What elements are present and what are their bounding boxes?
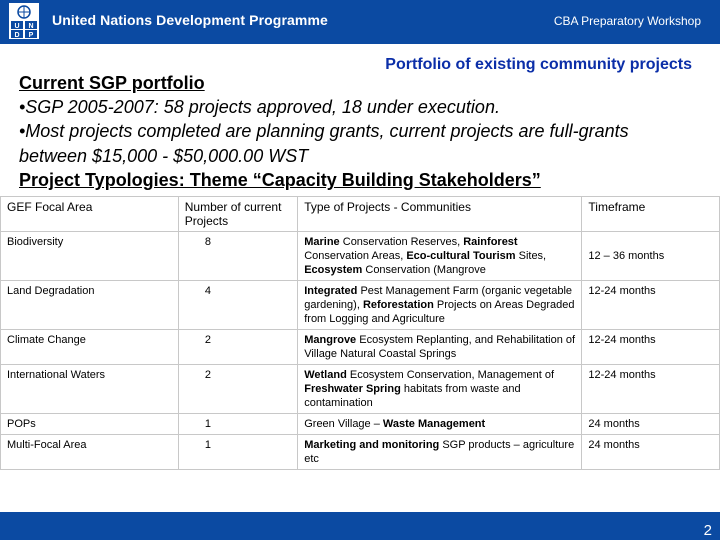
- project-type-text: Mangrove: [304, 334, 357, 346]
- table-header-row: [1, 197, 720, 232]
- table-row: [1, 330, 720, 365]
- portfolio-table: [0, 196, 720, 470]
- project-type-text: Ecosystem Conservation, Management of: [346, 369, 555, 381]
- cell-timeframe: 12-24 months: [582, 365, 720, 414]
- project-type-text: Integrated: [304, 285, 358, 297]
- project-type-text: Marketing and monitoring: [304, 439, 440, 451]
- cell-timeframe: 12 – 36 months: [582, 232, 720, 281]
- cell-focal-area: POPs: [1, 414, 179, 435]
- project-type-text: Conservation (Mangrove: [362, 264, 486, 276]
- project-type-text: Sites,: [515, 250, 547, 262]
- cell-count: 4: [178, 281, 297, 330]
- cell-count: 1: [178, 414, 297, 435]
- project-type-text: SGP products – agriculture etc: [304, 439, 575, 465]
- cell-count: 1: [178, 435, 297, 470]
- typologies-heading: Project Typologies: Theme “Capacity Building Stakeholders”: [19, 170, 541, 190]
- cell-project-type: [298, 281, 582, 330]
- bullet-grants: •Most projects completed are planning grants, current projects are full-grants: [19, 121, 629, 141]
- cell-focal-area: Multi-Focal Area: [1, 435, 179, 470]
- cell-timeframe: 24 months: [582, 414, 720, 435]
- project-type-text: Freshwater Spring: [304, 383, 401, 395]
- portfolio-heading: Current SGP portfolio: [19, 73, 205, 93]
- cell-project-type: [298, 435, 582, 470]
- un-logo-icon: [9, 3, 39, 39]
- project-type-text: Green Village –: [304, 418, 383, 430]
- logo-letter: U: [14, 23, 20, 30]
- cell-count: 8: [178, 232, 297, 281]
- cell-timeframe: 24 months: [582, 435, 720, 470]
- project-type-text: Conservation Reserves,: [339, 236, 464, 248]
- cell-focal-area: Biodiversity: [1, 232, 179, 281]
- cell-count: 2: [178, 365, 297, 414]
- cell-project-type: [298, 365, 582, 414]
- logo-letter: N: [28, 23, 34, 30]
- project-type-text: Waste Management: [382, 418, 486, 430]
- cell-focal-area: Climate Change: [1, 330, 179, 365]
- cell-project-type: [298, 414, 582, 435]
- table-row: [1, 365, 720, 414]
- cell-focal-area: Land Degradation: [1, 281, 179, 330]
- slide-title: Portfolio of existing community projects: [385, 56, 692, 73]
- project-type-text: Eco-cultural Tourism: [406, 250, 516, 262]
- col-header-type: Type of Projects - Communities: [298, 197, 582, 232]
- page-number: 2: [703, 522, 712, 539]
- cell-timeframe: 12-24 months: [582, 330, 720, 365]
- table-row: [1, 435, 720, 470]
- cell-project-type: [298, 232, 582, 281]
- project-type-text: Projects on Areas Degraded from Logging and Agriculture: [304, 299, 575, 325]
- logo-letter: P: [28, 32, 34, 39]
- project-type-text: Ecosystem Replanting, and Rehabilitation of Village Natural Coastal Springs: [304, 334, 576, 360]
- org-name: United Nations Development Programme: [52, 12, 328, 28]
- table-row: [1, 232, 720, 281]
- project-type-text: Rainforest: [463, 236, 518, 248]
- table-row: [1, 281, 720, 330]
- col-header-timeframe: Timeframe: [582, 197, 720, 232]
- project-type-text: habitats from waste and contamination: [304, 383, 521, 409]
- bullet-grants-range: between $15,000 - $50,000.00 WST: [19, 146, 309, 166]
- cell-count: 2: [178, 330, 297, 365]
- project-type-text: Ecosystem: [304, 264, 363, 276]
- cell-project-type: [298, 330, 582, 365]
- workshop-title: CBA Preparatory Workshop: [553, 14, 701, 28]
- project-type-text: Reforestation: [362, 299, 434, 311]
- footer-bar: [0, 512, 720, 540]
- cell-focal-area: International Waters: [1, 365, 179, 414]
- project-type-text: Conservation Areas,: [304, 250, 407, 262]
- project-type-text: Marine: [304, 236, 340, 248]
- project-type-text: Pest Management Farm (organic vegetable gardening),: [304, 285, 573, 311]
- logo-letter: D: [14, 32, 20, 39]
- project-type-text: Wetland: [304, 369, 347, 381]
- col-header-count: Number of current Projects: [178, 197, 297, 232]
- cell-timeframe: 12-24 months: [582, 281, 720, 330]
- table-row: [1, 414, 720, 435]
- bullet-approved: •SGP 2005-2007: 58 projects approved, 18 under execution.: [19, 97, 500, 117]
- col-header-focal-area: GEF Focal Area: [1, 197, 179, 232]
- header-bar: [0, 0, 720, 44]
- table-body: [1, 232, 720, 470]
